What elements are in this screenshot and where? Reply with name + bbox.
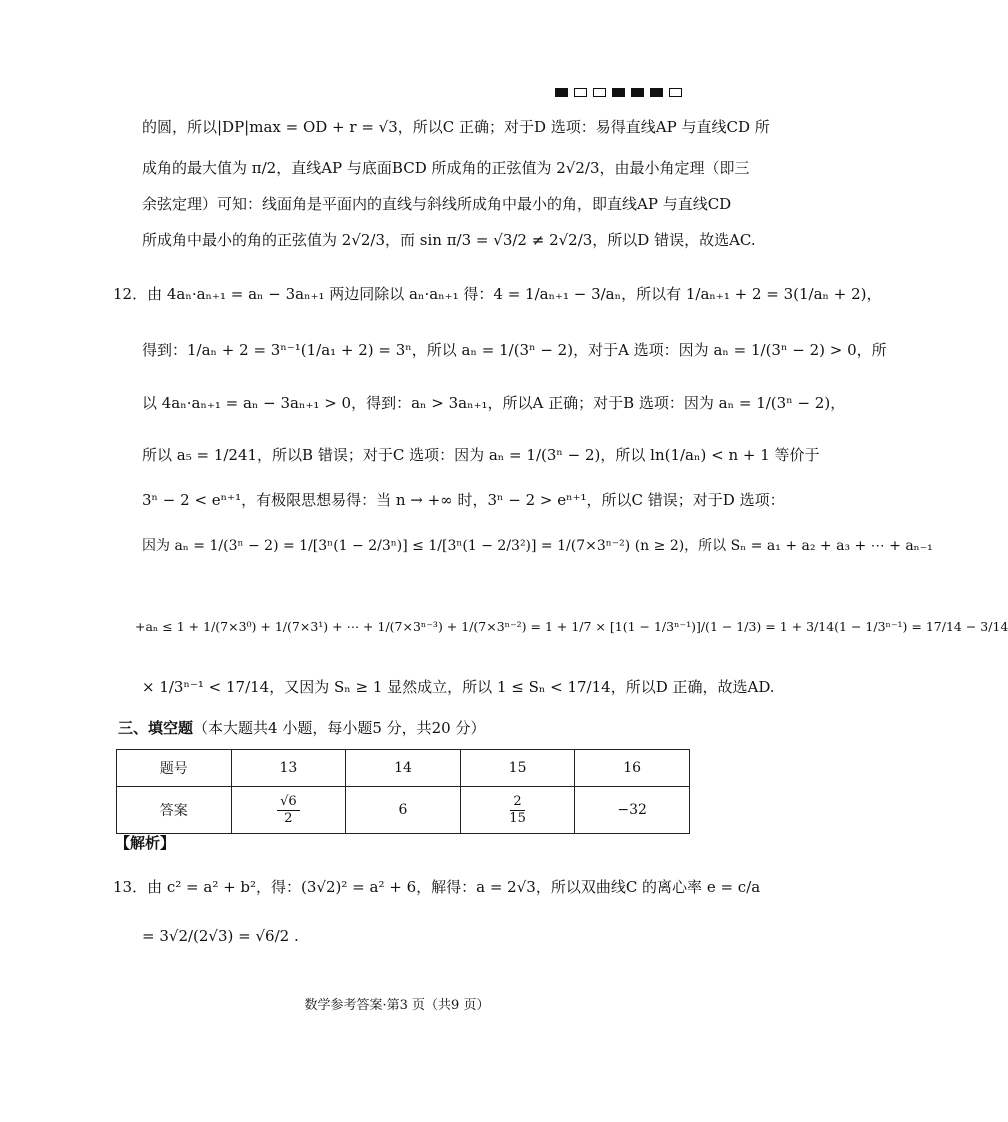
problem-12-line-1: 12．由 4aₙ·aₙ₊₁ = aₙ − 3aₙ₊₁ 两边同除以 aₙ·aₙ₊₁ 得：4 = 1/aₙ₊₁ − 3/aₙ，所以有 1/aₙ₊₁ + 2 = 3(1/aₙ + 2)， <box>113 285 882 303</box>
body-line-3: 余弦定理）可知：线面角是平面内的直线与斜线所成角中最小的角，即直线AP 与直线CD <box>142 195 732 213</box>
answer-13 <box>231 787 346 834</box>
header-mark <box>631 88 644 97</box>
problem-12-line-5: 3ⁿ − 2 < eⁿ⁺¹，有极限思想易得：当 n → +∞ 时，3ⁿ − 2 > eⁿ⁺¹，所以C 错误；对于D 选项： <box>142 491 785 509</box>
problem-12-line-6: 因为 aₙ = 1/(3ⁿ − 2) = 1/[3ⁿ(1 − 2/3ⁿ)] ≤ 1/[3ⁿ(1 − 2/3²)] = 1/(7×3ⁿ⁻²) (n ≥ 2)，所以 Sₙ = a₁ + a₂ + a₃ + ⋯ + aₙ₋₁ <box>142 538 933 554</box>
section-title-note: （本大题共4 小题，每小题5 分，共20 分） <box>193 719 486 737</box>
answer-table <box>116 749 690 834</box>
answer-table-header-row <box>117 750 690 787</box>
header-mark <box>574 88 587 97</box>
answer-16: −32 <box>575 787 690 834</box>
section-title <box>118 717 486 738</box>
section-title-main: 三、填空题 <box>118 719 194 737</box>
fraction <box>509 794 526 827</box>
header-mark <box>612 88 625 97</box>
table-row-label: 答案 <box>117 787 232 834</box>
problem-12-line-2: 得到：1/aₙ + 2 = 3ⁿ⁻¹(1/a₁ + 2) = 3ⁿ，所以 aₙ = 1/(3ⁿ − 2)，对于A 选项：因为 aₙ = 1/(3ⁿ − 2) > 0，所 <box>142 341 887 359</box>
header-mark <box>650 88 663 97</box>
table-header-cell: 16 <box>575 750 690 787</box>
body-line-2: 成角的最大值为 π/2，直线AP 与底面BCD 所成角的正弦值为 2√2/3，由最小角定理（即三 <box>142 159 750 177</box>
fraction-denominator: 15 <box>509 810 526 826</box>
fraction-numerator: 2 <box>510 794 524 811</box>
body-line-1: 的圆，所以|DP|max = OD + r = √3，所以C 正确；对于D 选项：易得直线AP 与直线CD 所 <box>142 118 770 136</box>
page-footer: 数学参考答案·第3 页（共9 页） <box>304 998 490 1013</box>
header-marks <box>555 88 682 97</box>
table-header-cell: 13 <box>231 750 346 787</box>
analysis-label: 【解析】 <box>115 834 176 852</box>
answer-14: 6 <box>346 787 461 834</box>
table-header-cell: 14 <box>346 750 461 787</box>
problem-12-line-3: 以 4aₙ·aₙ₊₁ = aₙ − 3aₙ₊₁ > 0，得到：aₙ > 3aₙ₊₁，所以A 正确；对于B 选项：因为 aₙ = 1/(3ⁿ − 2)， <box>142 394 846 412</box>
answer-15 <box>460 787 575 834</box>
problem-13-line-2: = 3√2/(2√3) = √6/2 . <box>142 927 299 945</box>
problem-13-line-1: 13．由 c² = a² + b²，得：(3√2)² = a² + 6，解得：a = 2√3，所以双曲线C 的离心率 e = c/a <box>113 878 761 896</box>
header-mark <box>593 88 606 97</box>
header-mark <box>555 88 568 97</box>
fraction <box>277 794 300 827</box>
problem-12-line-8: × 1/3ⁿ⁻¹ < 17/14，又因为 Sₙ ≥ 1 显然成立，所以 1 ≤ Sₙ < 17/14，所以D 正确，故选AD. <box>142 678 775 696</box>
header-mark <box>669 88 682 97</box>
answer-table-answer-row <box>117 787 690 834</box>
fraction-denominator: 2 <box>284 810 293 826</box>
table-header-cell: 15 <box>460 750 575 787</box>
problem-12-line-7: +aₙ ≤ 1 + 1/(7×3⁰) + 1/(7×3¹) + ⋯ + 1/(7×3ⁿ⁻³) + 1/(7×3ⁿ⁻²) = 1 + 1/7 × [1(1 − 1/3ⁿ⁻¹)]/(1 − 1/3) = 1 + 3/14(1 − 1/3ⁿ⁻¹) = 17/14 − 3/14 <box>135 619 1008 634</box>
body-line-4: 所成角中最小的角的正弦值为 2√2/3，而 sin π/3 = √3/2 ≠ 2√2/3，所以D 错误，故选AC. <box>142 231 756 249</box>
table-header-cell: 题号 <box>117 750 232 787</box>
fraction-numerator: √6 <box>277 794 300 811</box>
problem-12-line-4: 所以 a₅ = 1/241，所以B 错误；对于C 选项：因为 aₙ = 1/(3ⁿ − 2)，所以 ln(1/aₙ) < n + 1 等价于 <box>142 446 820 464</box>
